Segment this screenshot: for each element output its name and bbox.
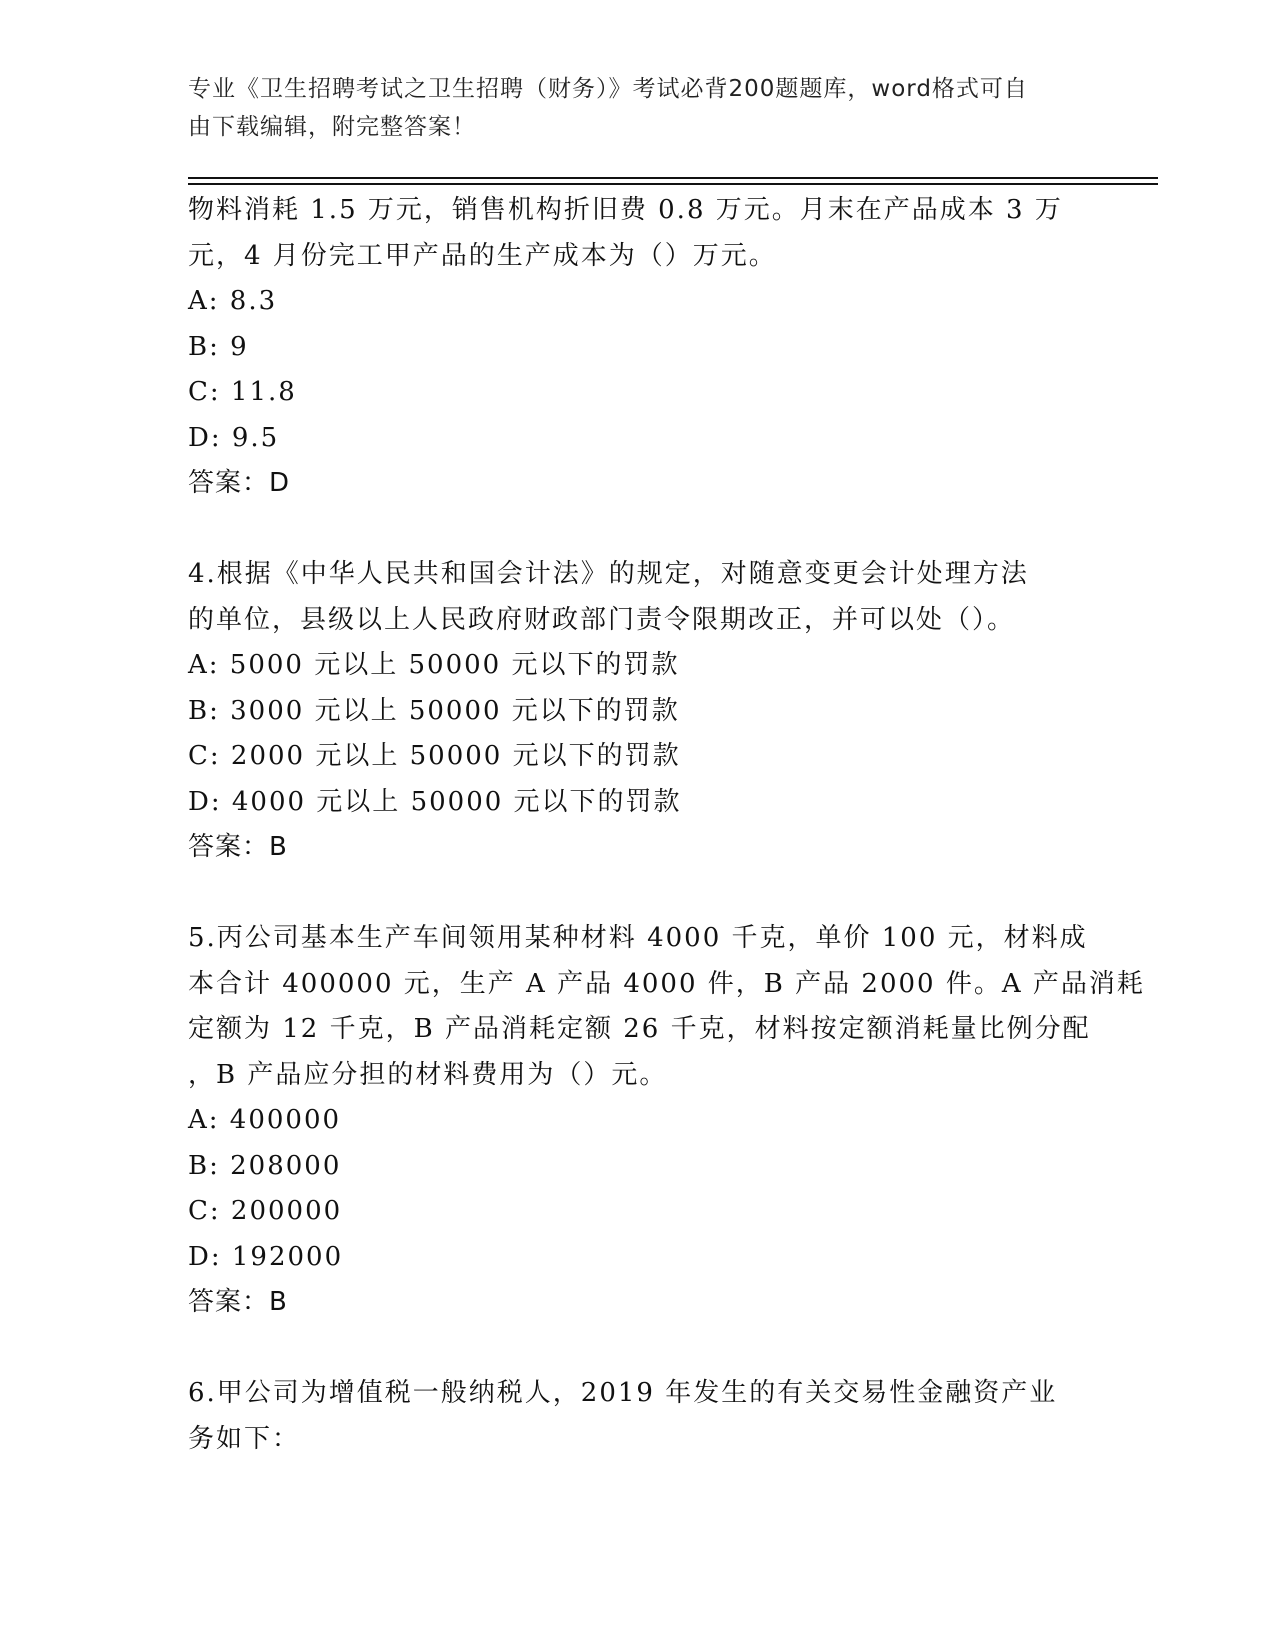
question-text-line: 5.丙公司基本生产车间领用某种材料 4000 千克，单价 100 元，材料成 [188,923,1088,953]
question-4 [188,552,1088,871]
header-rule-top [188,177,1158,179]
option-a: A: 8.3 [188,286,278,316]
question-list [188,188,1145,1462]
header-line-2: 由下载编辑，附完整答案！ [188,114,476,140]
option-b: B: 3000 元以上 50000 元以下的罚款 [188,695,680,726]
header-line-1: 专业《卫生招聘考试之卫生招聘（财务）》考试必背200题题库，word格式可自 [188,76,1028,102]
question-text-line: 4.根据《中华人民共和国会计法》的规定，对随意变更会计处理方法 [188,559,1029,589]
answer-label: 答案：B [188,832,288,862]
option-b: B: 9 [188,331,249,362]
header-rule-bottom [188,183,1158,185]
question-text-line: 6.甲公司为增值税一般纳税人，2019 年发生的有关交易性金融资产业 [188,1378,1058,1408]
option-a: A: 400000 [188,1105,342,1135]
spacer [188,507,1088,553]
question-3 [188,188,1088,507]
option-d: D: 9.5 [188,422,280,453]
question-text-line: 元，4 月份完工甲产品的生产成本为（）万元。 [188,240,777,271]
question-text-line: 定额为 12 千克，B 产品消耗定额 26 千克，材料按定额消耗量比例分配 [188,1014,1091,1044]
option-c: C: 200000 [188,1196,343,1226]
question-6 [188,1371,1088,1462]
question-text-line: ，B 产品应分担的材料费用为（）元。 [188,1059,668,1090]
spacer [188,871,1088,917]
spacer [188,1326,1088,1372]
option-a: A: 5000 元以上 50000 元以下的罚款 [188,650,680,680]
answer-label: 答案：D [188,468,291,498]
option-c: C: 11.8 [188,377,297,407]
question-text-line: 物料消耗 1.5 万元，销售机构折旧费 0.8 万元。月末在产品成本 3 万 [188,195,1063,225]
option-c: C: 2000 元以上 50000 元以下的罚款 [188,741,681,771]
question-text-line: 的单位，县级以上人民政府财政部门责令限期改正，并可以处（）。 [188,604,1016,635]
option-d: D: 192000 [188,1241,344,1272]
question-text-line: 本合计 400000 元，生产 A 产品 4000 件，B 产品 2000 件。A 产品消耗 [188,968,1145,999]
option-b: B: 208000 [188,1150,342,1181]
document-header [188,70,1068,146]
question-5 [188,916,1145,1326]
question-text-line: 务如下： [188,1423,301,1454]
option-d: D: 4000 元以上 50000 元以下的罚款 [188,786,682,817]
answer-label: 答案：B [188,1287,288,1317]
